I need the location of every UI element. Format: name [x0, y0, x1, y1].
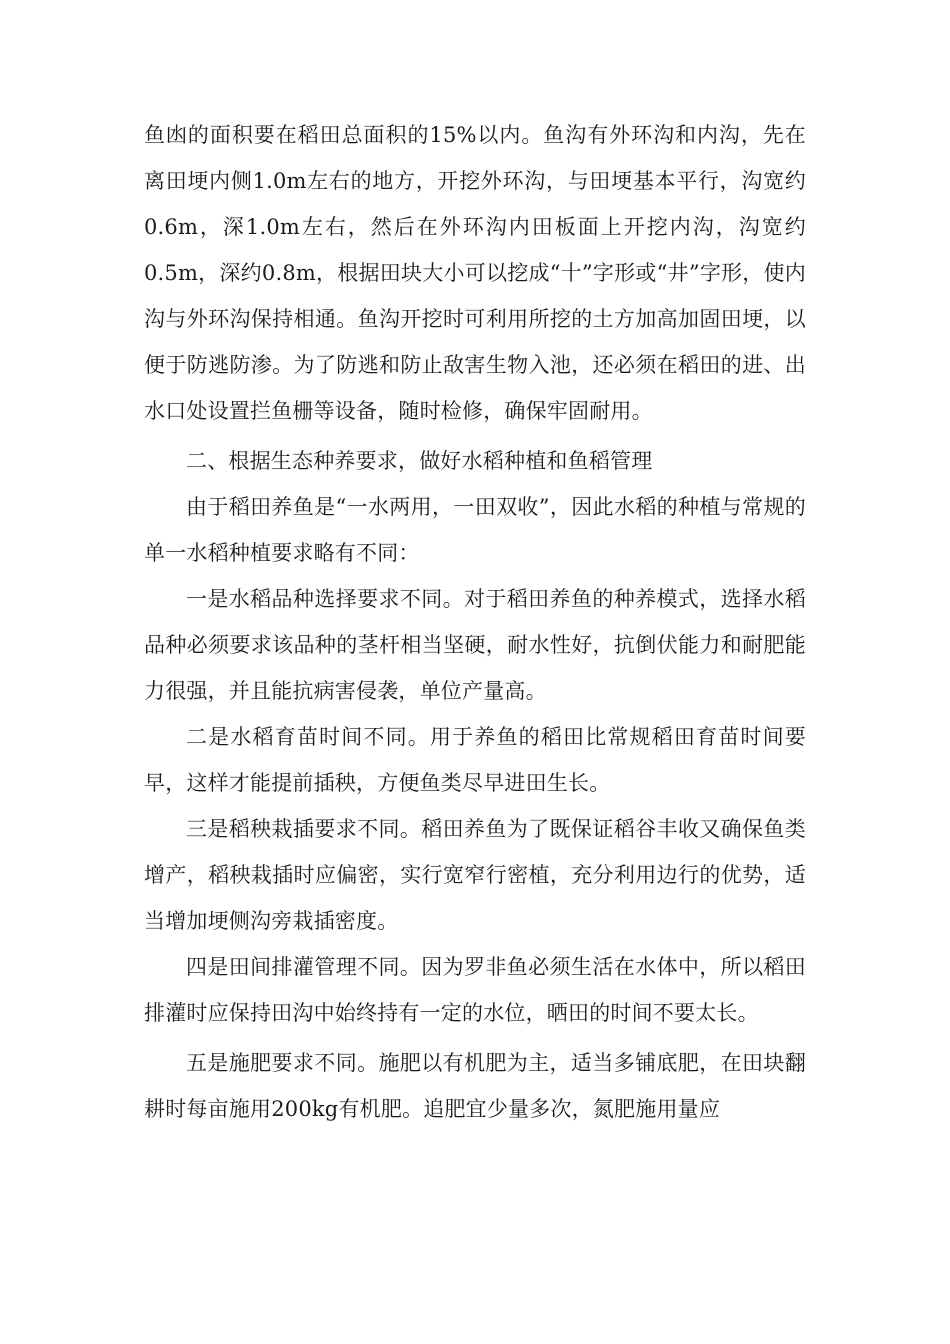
paragraph-transplanting: 三是稻秧栽插要求不同。稻田养鱼为了既保证稻谷丰收又确保鱼类增产，稻秧栽插时应偏密，实行宽窄行密植，充分利用边行的优势，适当增加埂侧沟旁栽插密度。 [144, 817, 806, 933]
paragraph-irrigation-management: 四是田间排灌管理不同。因为罗非鱼必须生活在水体中，所以稻田排灌时应保持田沟中始终持有一定的水位，晒田的时间不要太长。 [144, 955, 806, 1025]
paragraph-rice-planting-intro: 由于稻田养鱼是“一水两用，一田双收”，因此水稻的种植与常规的单一水稻种植要求略有不同： [144, 495, 806, 565]
paragraph-rice-variety-selection: 一是水稻品种选择要求不同。对于稻田养鱼的种养模式，选择水稻品种必须要求该品种的茎杆相当坚硬，耐水性好，抗倒伏能力和耐肥能力很强，并且能抗病害侵袭，单位产量高。 [144, 587, 806, 703]
document-body [144, 112, 806, 1132]
paragraph-fish-pit-and-ditches: 鱼凼的面积要在稻田总面积的15%以内。鱼沟有外环沟和内沟，先在离田埂内侧1.0m左右的地方，开挖外环沟，与田埂基本平行，沟宽约0.6m，深1.0m左右，然后在外环沟内田板面上开挖内沟，沟宽约0.5m，深约0.8m，根据田块大小可以挖成“十”字形或“井”字形，使内沟与外环沟保持相通。鱼沟开挖时可利用所挖的土方加高加固田埂，以便于防逃防渗。为了防逃和防止敌害生物入池，还必须在稻田的进、出水口处设置拦鱼栅等设备，随时检修，确保牢固耐用。 [144, 123, 806, 423]
paragraph-seedling-time: 二是水稻育苗时间不同。用于养鱼的稻田比常规稻田育苗时间要早，这样才能提前插秧，方便鱼类尽早进田生长。 [144, 725, 806, 795]
section-heading-rice-and-fish-management: 二、根据生态种养要求，做好水稻种植和鱼稻管理 [186, 449, 653, 473]
paragraph-fertilization: 五是施肥要求不同。施肥以有机肥为主，适当多铺底肥，在田块翻耕时每亩施用200kg有机肥。追肥宜少量多次，氮肥施用量应 [144, 1051, 806, 1121]
